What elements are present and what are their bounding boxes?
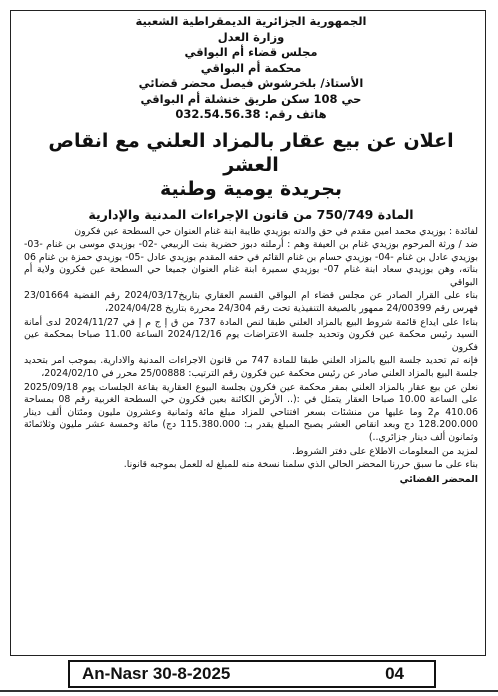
header-ministry: وزارة العدل <box>217 29 285 44</box>
paragraph-filing: بناءا على ايداع قائمة شروط البيع بالمزاد العلني طبقا لنص المادة 737 من ق إ ج م إ في 2024/11/27 لدى أمانة السيد رئيس محكمة عين فكرون وتحديد جلسة الاعتراضات يوم 2024/12/16 الساعة 11.00 صباحا بمحكمة عين فكرون <box>24 316 478 353</box>
signature-label: المحضر القضائي <box>399 473 478 485</box>
header-republic: الجمهورية الجزائرية الديمقراطية الشعبية <box>135 14 367 28</box>
header-bailiff: الأستاذ/ بلخرشوش فيصل محضر قضائي <box>138 76 364 90</box>
header-address: حي 108 سكن طريق خنشلة أم البواقي <box>140 91 362 106</box>
page-number: 04 <box>385 664 404 683</box>
paragraph-closing: بناء على ما سبق حررنا المحضر الحالي الذي سلمنا نسخة منه للمبلغ له للعمل بموجبه قانونا. <box>123 459 478 471</box>
paragraph-beneficiary: لفائدة : بوزيدي محمد امين مقدم في حق والدته بوزيدي طايبة ابنة غنام العنوان حي السطحة عين فكرون <box>74 225 478 237</box>
header-phone: هاتف رقم: 032.54.56.38 <box>175 107 327 121</box>
newspaper-name-date: An-Nasr 30-8-2025 <box>82 664 231 683</box>
header-court: محكمة أم البواقي <box>200 60 302 75</box>
paragraph-ruling: بناء على القرار الصادر عن مجلس قضاء ام البواقي القسم العقاري بتاريخ2024/03/17 رقم القضية 23/01664 فهرس رقم 24/00399 ممهور بالصيغة التنفيذية تحت رقم 24/304 محررة بتاريخ 2024/04/28، <box>24 290 478 315</box>
bottom-rule <box>0 690 498 692</box>
paragraph-defendants: ضد / ورثة المرحوم بوزيدي غنام بن العيفة وهم : أرملته دبوز حضرية بنت الربيعي -02- بوزيدي موسى بن غنام -03- بوزيدي عادل بن غنام -04- بوزيدي حسام بن غنام القائم في حقه المقدم بوزيدي عادل -05- بوزيدي حمزة بن غنام 06 بناته، وهن بوزيدي سعاد ابنة غنام 07- بوزيدي سميرة ابنة غنام العنوان جميعا حي السطحة عين فكرون ولاية أم البواقي <box>24 239 478 288</box>
paragraph-session: فإنه تم تحديد جلسة البيع بالمزاد العلني طبقا للمادة 747 من قانون الاجراءات المدنية والادارية. بموجب امر بتحديد جلسة البيع بالمزاد العلني صادر عن رئيس محكمة عين فكرون رقم الترتيب: 25/00888 محرر في 2024/02/10، <box>24 355 478 380</box>
announcement-title-line1: اعلان عن بيع عقار بالمزاد العلني مع انقاص العشر <box>48 129 454 176</box>
legal-article: المادة 750/749 من قانون الإجراءات المدنية والإدارية <box>88 206 414 222</box>
announcement-title-line2: بجريدة يومية وطنية <box>159 177 343 200</box>
paragraph-more-info: لمزيد من المعلومات الاطلاع على دفتر الشروط. <box>291 445 478 457</box>
header-council: مجلس قضاء أم البواقي <box>184 45 318 59</box>
paragraph-sale-notice: نعلن عن بيع عقار بالمزاد العلني بمقر محكمة عين فكرون بجلسة البيوع العقارية بقاعة الجلسات يوم 2025/09/18 على الساعة 10.00 صباحا العقار يتمثل في :(.. الأرض الكائنة بعين فكرون حي السطحة الغربية رقم 08 بمساحة 410.06 م2 وما عليها من منشئات بسعر افتتاحي للمزاد مبلغ مائة وثمانية وعشرون مليون ومئتان ألف دينار 128.200.000 دج وبعد انقاص العشر يصبح المبلغ يقدر بـ: 115.380.000 دج) مائة وخمسة عشر مليون وثلاثمائة وثمانون ألف دينار جزائري..) <box>24 381 478 443</box>
announcement-body <box>20 14 482 654</box>
newspaper-footer <box>68 660 436 688</box>
